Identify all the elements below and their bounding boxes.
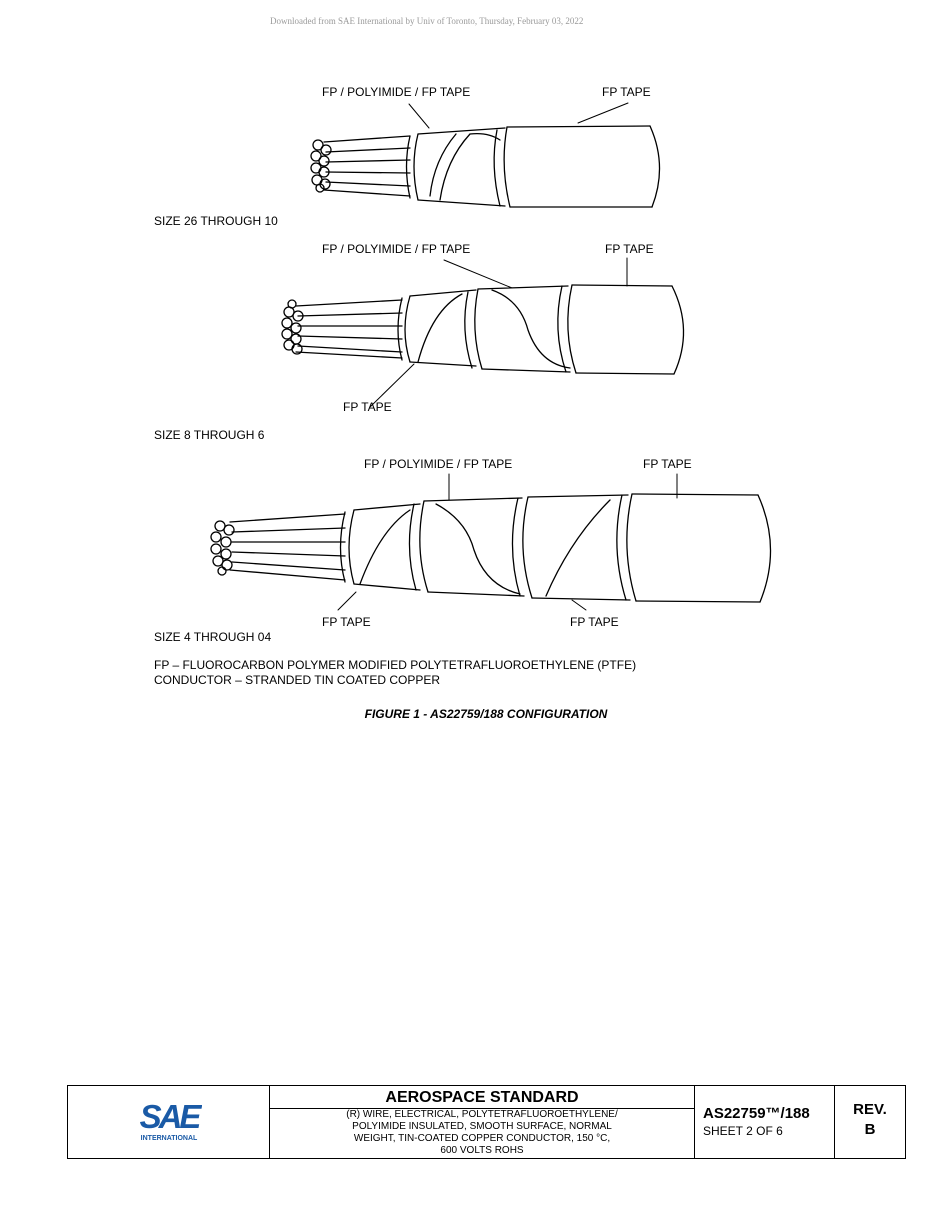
standard-description bbox=[270, 1109, 694, 1157]
revision-cell bbox=[835, 1086, 905, 1158]
logo-wordmark: SAE bbox=[139, 1098, 199, 1135]
callout-fp-tape-middle: FP TAPE bbox=[570, 615, 619, 629]
logo-subtext: INTERNATIONAL bbox=[140, 1135, 198, 1142]
logo-cell bbox=[68, 1086, 270, 1158]
legend-conductor: CONDUCTOR – STRANDED TIN COATED COPPER bbox=[154, 673, 441, 687]
conductor-strands bbox=[311, 136, 410, 196]
description-line: 600 VOLTS ROHS bbox=[440, 1145, 524, 1156]
description-line: (R) WIRE, ELECTRICAL, POLYTETRAFLUOROETHYLENE/ bbox=[346, 1109, 618, 1120]
description-line: WEIGHT, TIN-COATED COPPER CONDUCTOR, 150 °C, bbox=[353, 1133, 611, 1144]
callout-fp-tape-inner: FP TAPE bbox=[322, 615, 371, 629]
figure-caption: FIGURE 1 - AS22759/188 CONFIGURATION bbox=[364, 707, 608, 721]
sheet-number: SHEET 2 OF 6 bbox=[703, 1124, 783, 1138]
conductor-strands bbox=[211, 514, 345, 580]
callout-fp-tape-inner: FP TAPE bbox=[343, 400, 392, 414]
standard-heading: AEROSPACE STANDARD bbox=[270, 1086, 694, 1109]
title-block bbox=[67, 1085, 906, 1159]
revision-value: B bbox=[864, 1121, 876, 1138]
document-number: AS22759™/188 bbox=[703, 1105, 810, 1122]
wire-drawing-size-8-6 bbox=[282, 258, 684, 407]
callout-fp-tape: FP TAPE bbox=[643, 457, 692, 471]
title-cell bbox=[270, 1086, 695, 1158]
description-line: POLYIMIDE INSULATED, SMOOTH SURFACE, NORMAL bbox=[352, 1121, 612, 1132]
callout-fp-polyimide-fp-tape: FP / POLYIMIDE / FP TAPE bbox=[364, 457, 513, 471]
wire-drawing-size-4-04 bbox=[211, 474, 771, 610]
callout-fp-tape: FP TAPE bbox=[602, 85, 651, 99]
legend-fp: FP – FLUOROCARBON POLYMER MODIFIED POLYTETRAFLUOROETHYLENE (PTFE) bbox=[154, 658, 637, 672]
callout-fp-tape: FP TAPE bbox=[605, 242, 654, 256]
wire-drawing-size-26-10 bbox=[311, 103, 660, 207]
callout-fp-polyimide-fp-tape: FP / POLYIMIDE / FP TAPE bbox=[322, 242, 471, 256]
size-label-26-10: SIZE 26 THROUGH 10 bbox=[154, 214, 278, 228]
download-watermark: Downloaded from SAE International by Univ of Toronto, Thursday, February 03, 2022 bbox=[270, 16, 584, 26]
conductor-strands bbox=[282, 300, 402, 358]
callout-fp-polyimide-fp-tape: FP / POLYIMIDE / FP TAPE bbox=[322, 85, 471, 99]
size-label-8-6: SIZE 8 THROUGH 6 bbox=[154, 428, 265, 442]
size-label-4-04: SIZE 4 THROUGH 04 bbox=[154, 630, 272, 644]
document-number-cell bbox=[695, 1086, 835, 1158]
sae-logo bbox=[136, 1098, 202, 1142]
revision-label: REV. bbox=[853, 1101, 887, 1118]
